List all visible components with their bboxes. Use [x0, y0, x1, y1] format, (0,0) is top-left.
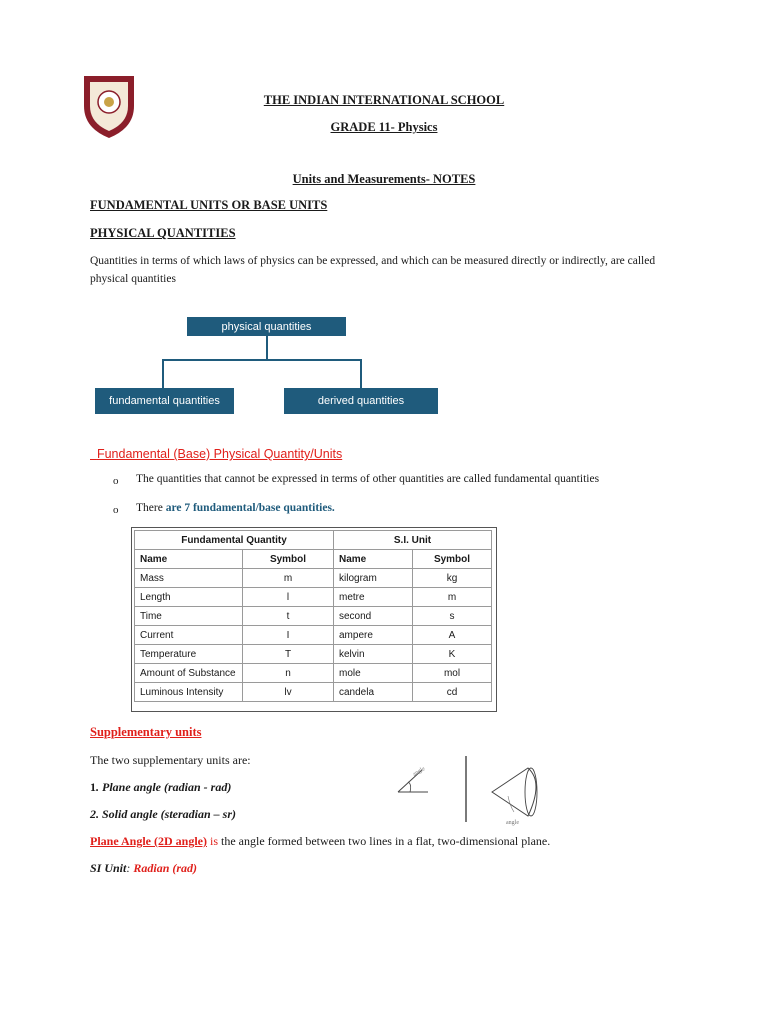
diagram-connector-horizontal	[162, 359, 362, 361]
supplementary-item-1-number: 1	[90, 780, 96, 794]
supplementary-item-1-text: . Plane angle (radian - rad)	[96, 780, 232, 794]
supplementary-item-1	[90, 780, 231, 795]
bullet-text-2-prefix: There	[136, 502, 166, 514]
solid-angle-cone	[492, 768, 536, 816]
diagram-connector-vertical	[266, 336, 268, 360]
solid-angle-label: angle	[506, 820, 519, 826]
si-unit-value: Radian (rad)	[133, 861, 198, 875]
bullet-marker-1: o	[113, 475, 119, 487]
cell-unit-symbol: A	[413, 626, 492, 645]
group-header-si: S.I. Unit	[334, 531, 492, 550]
table-row	[135, 588, 492, 607]
cell-unit-symbol: K	[413, 645, 492, 664]
si-unit-colon: :	[126, 861, 134, 875]
plane-angle-is: is	[207, 834, 219, 848]
physical-quantities-heading: PHYSICAL QUANTITIES	[90, 226, 236, 240]
diagram-root-box: physical quantities	[187, 317, 346, 336]
diagram-connector-left	[162, 359, 164, 389]
supplementary-intro: The two supplementary units are:	[90, 753, 251, 767]
table-group-header-row	[135, 531, 492, 550]
diagram-connector-right	[360, 359, 362, 389]
fundamental-heading	[90, 447, 342, 461]
cell-quantity: Amount of Substance	[135, 664, 243, 683]
fundamental-quantities-table	[134, 530, 492, 702]
bullet-text-1: The quantities that cannot be expressed in terms of other quantities are called fundamental quantities	[136, 473, 600, 485]
angle-sketch-illustration	[388, 752, 558, 832]
diagram-left-box: fundamental quantities	[95, 388, 234, 414]
cell-unit-symbol: kg	[413, 569, 492, 588]
group-header-fundamental: Fundamental Quantity	[135, 531, 334, 550]
cell-quantity: Time	[135, 607, 243, 626]
fundamental-heading-text: Fundamental (Base) Physical Quantity/Units	[96, 447, 343, 461]
cell-quantity: Length	[135, 588, 243, 607]
cell-unit: ampere	[334, 626, 413, 645]
column-header-symbol: Symbol	[243, 550, 334, 569]
cell-quantity: Current	[135, 626, 243, 645]
cell-symbol: t	[243, 607, 334, 626]
table-row	[135, 683, 492, 702]
cell-quantity: Temperature	[135, 645, 243, 664]
cell-symbol: lv	[243, 683, 334, 702]
cell-unit: second	[334, 607, 413, 626]
supplementary-item-2: 2. Solid angle (steradian – sr)	[90, 807, 237, 821]
si-unit-line	[90, 861, 197, 876]
table-row	[135, 569, 492, 588]
cell-unit-symbol: m	[413, 588, 492, 607]
si-unit-label: SI Unit	[90, 861, 127, 875]
cell-unit-symbol: mol	[413, 664, 492, 683]
cell-unit: kelvin	[334, 645, 413, 664]
cell-symbol: T	[243, 645, 334, 664]
physical-quantities-definition: Quantities in terms of which laws of physics can be expressed, and which can be measured directly or indirectly, are called physical quantities	[90, 255, 656, 285]
cell-unit: metre	[334, 588, 413, 607]
cell-symbol: l	[243, 588, 334, 607]
column-header-unit-name: Name	[334, 550, 413, 569]
school-name: THE INDIAN INTERNATIONAL SCHOOL	[263, 93, 505, 107]
cell-unit: candela	[334, 683, 413, 702]
cell-symbol: n	[243, 664, 334, 683]
cell-quantity: Luminous Intensity	[135, 683, 243, 702]
bullet-text-2	[136, 502, 335, 514]
table-row	[135, 607, 492, 626]
table-row	[135, 645, 492, 664]
plane-angle-term: Plane Angle (2D angle)	[90, 834, 207, 848]
cell-unit: mole	[334, 664, 413, 683]
plane-angle-label: angle	[412, 766, 427, 778]
column-header-name: Name	[135, 550, 243, 569]
cell-unit: kilogram	[334, 569, 413, 588]
plane-angle-def-text: the angle formed between two lines in a flat, two-dimensional plane.	[218, 834, 551, 848]
plane-angle-arc	[408, 782, 411, 792]
fundamental-units-heading: FUNDAMENTAL UNITS OR BASE UNITS	[90, 198, 328, 212]
table-column-header-row	[135, 550, 492, 569]
bullet-marker-2: o	[113, 504, 119, 516]
plane-angle-definition	[90, 834, 550, 849]
cell-symbol: m	[243, 569, 334, 588]
diagram-right-box: derived quantities	[284, 388, 438, 414]
cell-unit-symbol: cd	[413, 683, 492, 702]
notes-title: Units and Measurements- NOTES	[292, 172, 476, 186]
bullet-text-2-highlight: are 7 fundamental/base quantities.	[165, 502, 335, 514]
supplementary-heading: Supplementary units	[90, 725, 202, 739]
grade-title: GRADE 11- Physics	[330, 120, 438, 134]
table-row	[135, 626, 492, 645]
column-header-unit-symbol: Symbol	[413, 550, 492, 569]
cell-quantity: Mass	[135, 569, 243, 588]
solid-angle-arc	[508, 796, 514, 812]
cell-unit-symbol: s	[413, 607, 492, 626]
table-row	[135, 664, 492, 683]
cell-symbol: I	[243, 626, 334, 645]
